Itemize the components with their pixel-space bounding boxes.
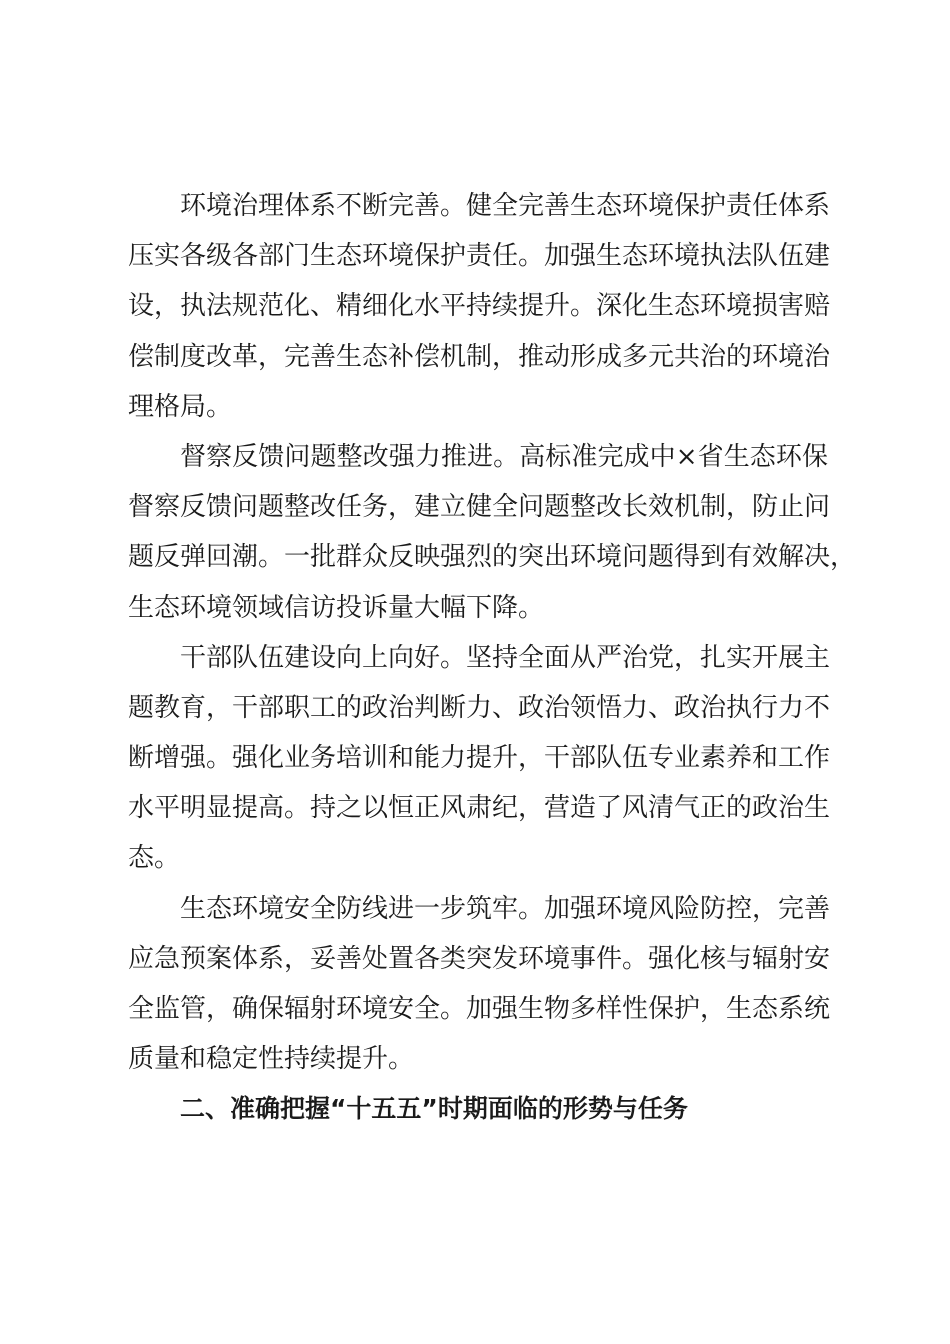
paragraph-3-line-2: 题教育，干部职工的政治判断力、政治领悟力、政治执行力不 [128, 692, 831, 723]
paragraph-2-line-2: 督察反馈问题整改任务，建立健全问题整改长效机制，防止问 [128, 492, 831, 523]
paragraph-1-line-5: 理格局。 [128, 391, 233, 422]
paragraph-3-line-3: 断增强。强化业务培训和能力提升，干部队伍专业素养和工作 [128, 743, 831, 774]
paragraph-1-line-2: 压实各级各部门生态环境保护责任。加强生态环境执法队伍建 [128, 241, 831, 272]
paragraph-4-line-1: 生态环境安全防线进一步筑牢。加强环境风险防控，完善 [180, 893, 831, 924]
paragraph-1-line-4: 偿制度改革，完善生态补偿机制，推动形成多元共治的环境治 [128, 341, 831, 372]
paragraph-3-line-5: 态。 [128, 843, 181, 874]
paragraph-1-line-3: 设，执法规范化、精细化水平持续提升。深化生态环境损害赔 [128, 291, 831, 322]
paragraph-3-line-1: 干部队伍建设向上向好。坚持全面从严治党，扎实开展主 [180, 642, 831, 673]
paragraph-4-line-2: 应急预案体系，妥善处置各类突发环境事件。强化核与辐射安 [128, 943, 831, 974]
paragraph-4-line-4: 质量和稳定性持续提升。 [128, 1044, 415, 1075]
paragraph-4-line-3: 全监管，确保辐射环境安全。加强生物多样性保护，生态系统 [128, 994, 831, 1024]
section-heading: 二、准确把握“十五五”时期面临的形势与任务 [180, 1094, 688, 1124]
paragraph-2-line-4: 生态环境领域信访投诉量大幅下降。 [128, 592, 545, 623]
document-body [128, 186, 857, 1140]
paragraph-2-line-3: 题反弹回潮。一批群众反映强烈的突出环境问题得到有效解决， [128, 542, 857, 573]
paragraph-3-line-4: 水平明显提高。持之以恒正风肃纪，营造了风清气正的政治生 [128, 793, 831, 824]
paragraph-2-line-1: 督察反馈问题整改强力推进。高标准完成中×省生态环保 [180, 441, 828, 472]
paragraph-1-line-1: 环境治理体系不断完善。健全完善生态环境保护责任体系 [180, 191, 831, 221]
